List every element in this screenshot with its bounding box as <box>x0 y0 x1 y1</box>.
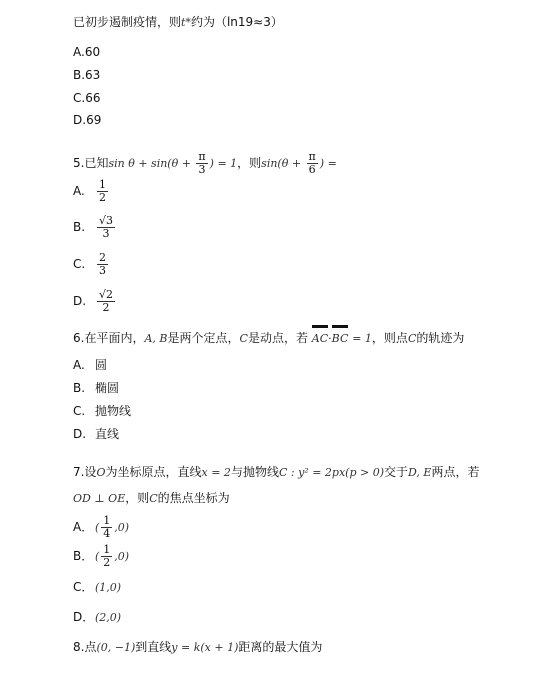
q8-point: (0, −1) <box>96 641 136 654</box>
frac-numerator: √2 <box>99 288 114 301</box>
q5-stem-prefix: 已知 <box>84 156 109 170</box>
q4-option-c <box>73 90 100 106</box>
q6-stem <box>73 330 464 347</box>
q4-stem <box>73 14 283 31</box>
q7-stem-c: 与抛物线 <box>230 465 279 479</box>
q7-origin: O <box>96 466 106 479</box>
q8-stem-a: 点 <box>84 640 97 654</box>
option-frac <box>101 515 112 540</box>
q4-option-d <box>73 112 101 128</box>
q5-mid: ，则 <box>237 156 262 170</box>
q7-line: x = 2 <box>201 466 231 479</box>
q5-frac2 <box>307 151 318 176</box>
q4-stem-var: t* <box>181 16 191 29</box>
q5-expr1-end: ) = 1 <box>209 157 238 170</box>
frac-numerator: π <box>198 150 206 163</box>
q7-number: 7. <box>73 465 85 479</box>
option-text: 直线 <box>95 427 120 441</box>
q5-stem <box>73 148 337 179</box>
q7-line2-b: 的焦点坐标为 <box>157 491 230 505</box>
vector-arrow-icon <box>312 325 328 328</box>
q7-parabola: C : y² = 2px(p > 0) <box>278 466 384 479</box>
option-label: C. <box>73 404 86 418</box>
option-label: D． <box>73 610 95 624</box>
q8-line: y = k(x + 1) <box>171 641 239 654</box>
q5-option-d <box>73 286 117 316</box>
q6-equals: = 1 <box>352 332 372 345</box>
q8-number: 8. <box>73 640 85 654</box>
q5-expr1: sin θ + sin(θ + <box>108 157 195 170</box>
option-label: D. <box>73 427 87 441</box>
option-frac <box>101 544 112 569</box>
q8-stem-c: 距离的最大值为 <box>238 640 323 654</box>
option-frac <box>97 252 108 277</box>
option-text: 椭圆 <box>95 381 120 395</box>
option-text: 圆 <box>95 358 108 372</box>
option-label: C． <box>73 580 94 594</box>
frac-denominator: 3 <box>102 227 110 240</box>
q7-stem-b: 为坐标原点，直线 <box>105 465 202 479</box>
frac-numerator: 1 <box>103 543 111 556</box>
option-text: (1,0) <box>95 581 122 594</box>
option-label: A． <box>73 520 94 534</box>
q5-number: 5. <box>73 156 85 170</box>
paren-open: ( <box>95 550 100 563</box>
frac-denominator: 2 <box>103 556 111 569</box>
option-label: C. <box>73 257 86 271</box>
frac-denominator: 3 <box>198 163 206 176</box>
option-text: 抛物线 <box>95 404 132 418</box>
q8-stem <box>73 639 322 656</box>
q6-point-c-2: C <box>407 332 417 345</box>
q7-points-de: D, E <box>408 466 432 479</box>
q7-option-a <box>73 512 129 543</box>
option-text: 63 <box>85 68 101 82</box>
q7-condition: OD ⊥ OE <box>73 492 126 505</box>
option-label: A. <box>73 184 85 198</box>
q4-stem-suffix: 约为（ln19≈3） <box>190 15 283 29</box>
frac-denominator: 2 <box>102 301 110 314</box>
q6-stem-e: ，则点 <box>371 331 408 345</box>
q6-stem-g: 的轨迹为 <box>416 331 465 345</box>
frac-numerator: 1 <box>103 514 111 527</box>
q5-option-c <box>73 249 110 279</box>
q7-line2-a: ，则 <box>125 491 150 505</box>
paren-close: ,0) <box>114 550 130 563</box>
frac-numerator: π <box>308 150 316 163</box>
q7-stem-a: 设 <box>84 465 97 479</box>
option-frac <box>97 179 108 204</box>
q4-stem-prefix: 已初步遏制疫情，则 <box>73 15 182 29</box>
option-label: B. <box>73 68 86 82</box>
q7-option-b <box>73 541 129 572</box>
frac-denominator: 6 <box>308 163 316 176</box>
q5-expr2: sin(θ + <box>261 157 305 170</box>
q6-stem-a: 在平面内， <box>84 331 145 345</box>
vector-arrow-icon <box>332 325 349 328</box>
q6-vector-ac <box>312 330 328 347</box>
option-text: (2,0) <box>95 611 122 624</box>
frac-numerator: √3 <box>99 214 114 227</box>
q4-option-b <box>73 67 100 83</box>
option-label: A. <box>73 45 85 59</box>
q7-stem-d: 交于 <box>383 465 408 479</box>
q6-dot: · <box>328 332 332 345</box>
q6-number: 6. <box>73 331 85 345</box>
q7-stem <box>73 464 479 481</box>
option-frac <box>97 289 115 314</box>
option-label: D. <box>73 113 87 127</box>
q6-option-d <box>73 426 119 442</box>
q5-option-a <box>73 176 110 206</box>
q6-option-c <box>73 403 131 419</box>
option-text: 66 <box>85 91 101 105</box>
option-text: 60 <box>84 45 101 59</box>
vector-label: BC <box>331 332 349 345</box>
q6-option-b <box>73 380 119 396</box>
q6-stem-b: 是两个定点， <box>167 331 240 345</box>
q6-point-c: C <box>239 332 248 345</box>
q7-option-c <box>73 579 121 596</box>
q6-points-ab: A, B <box>144 332 168 345</box>
q7-stem-line2 <box>73 490 230 507</box>
frac-numerator: 2 <box>99 251 106 264</box>
q6-vector-bc <box>332 330 349 347</box>
q7-option-d <box>73 609 121 626</box>
paren-open: ( <box>95 521 100 534</box>
q5-frac1 <box>196 151 207 176</box>
q6-option-a <box>73 357 107 373</box>
q5-option-b <box>73 212 117 242</box>
option-text: 69 <box>86 113 102 127</box>
frac-numerator: 1 <box>99 178 106 191</box>
option-label: B． <box>73 549 94 563</box>
q7-stem-e: 两点，若 <box>431 465 480 479</box>
frac-denominator: 2 <box>99 191 106 204</box>
option-label: B. <box>73 381 86 395</box>
option-label: D. <box>73 294 87 308</box>
q5-expr2-end: ) = <box>319 157 337 170</box>
q8-stem-b: 到直线 <box>135 640 172 654</box>
frac-denominator: 3 <box>99 264 106 277</box>
option-label: A. <box>73 358 85 372</box>
option-label: B. <box>73 220 86 234</box>
vector-label: AC <box>311 332 329 345</box>
q4-option-a <box>73 44 100 60</box>
option-label: C. <box>73 91 86 105</box>
paren-close: ,0) <box>114 521 130 534</box>
option-frac <box>97 215 115 240</box>
frac-denominator: 4 <box>103 527 111 540</box>
q6-stem-d: 是动点，若 <box>247 331 308 345</box>
q7-curve-c: C <box>149 492 158 505</box>
